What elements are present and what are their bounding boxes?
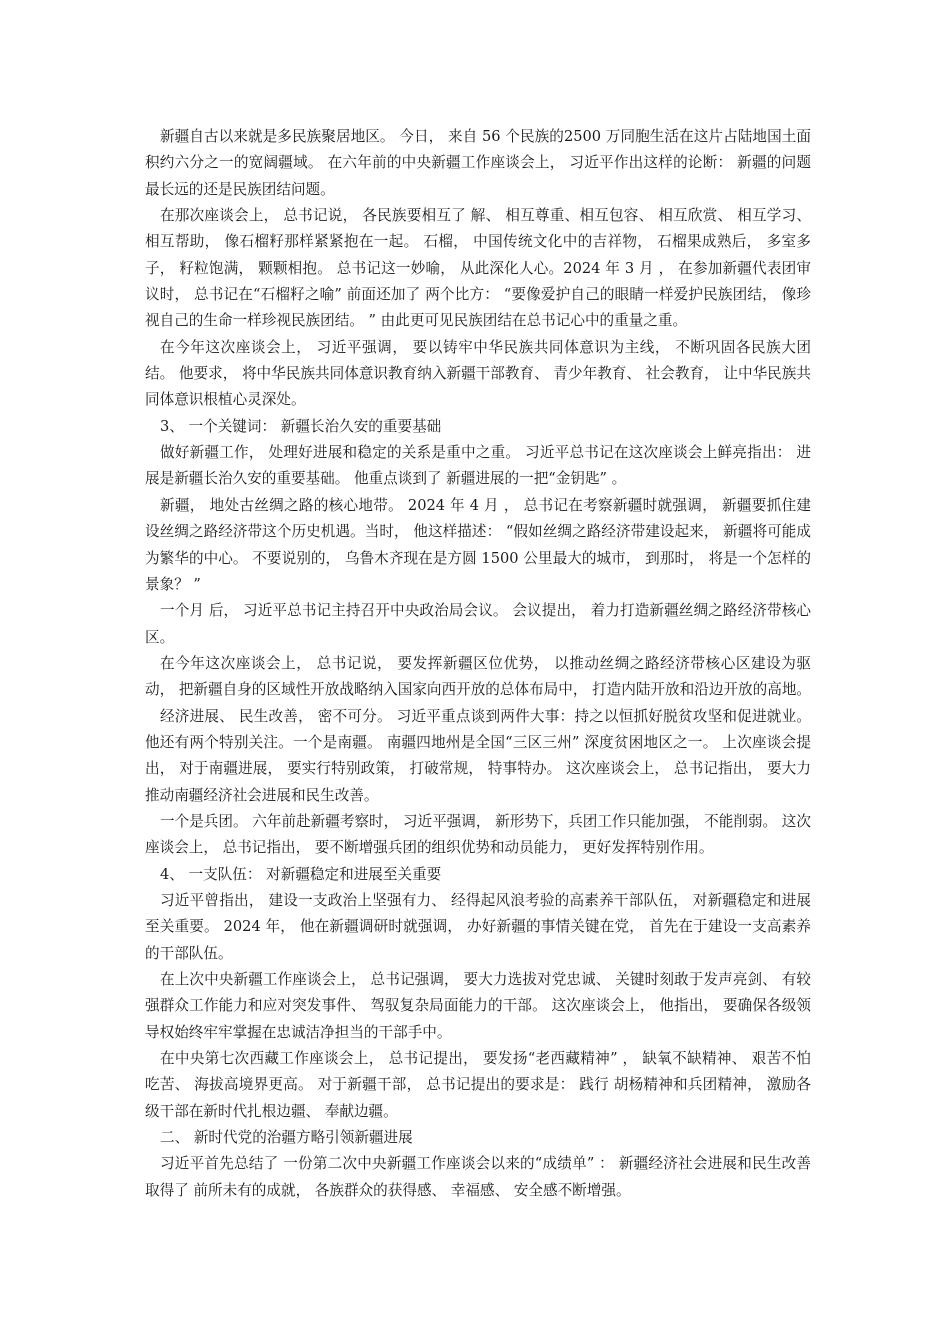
document-page	[145, 124, 811, 1204]
paragraph-10: 习近平曾指出， 建设一支政治上坚强有力、 经得起风浪考验的高素养干部队伍， 对新疆稳定和进展至关重要。 2024 年， 他在新疆调研时就强调， 办好新疆的事情关键在党， 首先在于建设一支高素养的干部队伍。	[145, 891, 811, 962]
paragraph-2: 在那次座谈会上， 总书记说， 各民族要相互了 解、 相互尊重、相互包容、 相互欣赏、 相互学习、 相互帮助， 像石榴籽那样紧紧抱在一起。 石榴， 中国传统文化中的吉祥物， 石榴果成熟后， 多室多子， 籽粒饱满， 颗颗相抱。 总书记这一妙喻， 从此深化人心。2024 年 3 月 ， 在参加新疆代表团审议时， 总书记在“石榴籽之喻” 前面还加了 两个比方： “要像爱护自己的眼睛一样爱护民族团结， 像珍视自己的生命一样珍视民族团结。 ” 由此更可见民族团结在总书记心中的重量之重。	[145, 207, 811, 330]
paragraph-4: 做好新疆工作， 处理好进展和稳定的关系是重中之重。 习近平总书记在这次座谈会上鲜亮指出： 进展是新疆长治久安的重要基础。 他重点谈到了 新疆进展的一把“金钥匙” 。	[145, 444, 811, 488]
paragraph-7: 在今年这次座谈会上， 总书记说， 要发挥新疆区位优势， 以推动丝绸之路经济带核心区建设为驱动， 把新疆自身的区域性开放战略纳入国家向西开放的总体布局中， 打造内陆开放和沿边开放的高地。	[145, 654, 812, 699]
paragraph-3: 在今年这次座谈会上， 习近平强调， 要以铸牢中华民族共同体意识为主线， 不断巩固各民族大团结。 他要求， 将中华民族共同体意识教育纳入新疆干部教育、 青少年教育、 社会教育， 让中华民族共同体意识根植心灵深处。	[145, 338, 811, 409]
section-heading-3: 3、 一个关键词： 新疆长治久安的重要基础	[160, 417, 442, 435]
paragraph-5: 新疆， 地处古丝绸之路的核心地带。 2024 年 4 月 ， 总书记在考察新疆时就强调， 新疆要抓住建设丝绸之路经济带这个历史机遇。当时， 他这样描述： “假如丝绸之路经济带建设起来， 新疆将可能成为繁华的中心。 不要说别的， 乌鲁木齐现在是方圆 1500 公里最大的城市， 到那时， 将是一个怎样的景象？ ”	[145, 496, 811, 593]
paragraph-6: 一个月 后， 习近平总书记主持召开中央政治局会议。 会议提出， 着力打造新疆丝绸之路经济带核心区。	[145, 602, 811, 646]
paragraph-13: 习近平首先总结了 一份第二次中央新疆工作座谈会以来的“成绩单” ： 新疆经济社会进展和民生改善取得了 前所未有的成就， 各族群众的获得感、 幸福感、 安全感不断增强。	[145, 1155, 811, 1199]
section-heading-4: 4、 一支队伍： 对新疆稳定和进展至关重要	[160, 865, 442, 883]
paragraph-8: 经济进展、 民生改善， 密不可分。 习近平重点谈到两件大事：持之以恒抓好脱贫攻坚和促进就业。 他还有两个特别关注。一个是南疆。 南疆四地州是全国“三区三州” 深度贫困地区之一。 上次座谈会提出， 对于南疆进展， 要实行特别政策， 打破常规， 特事特办。 这次座谈会上， 总书记指出， 要大力推动南疆经济社会进展和民生改善。	[145, 707, 811, 804]
paragraph-9: 一个是兵团。 六年前赴新疆考察时， 习近平强调， 新形势下，兵团工作只能加强， 不能削弱。 这次座谈会上， 总书记指出， 要不断增强兵团的组织优势和动员能力， 更好发挥特别作用。	[145, 812, 811, 857]
section-heading-two: 二、 新时代党的治疆方略引领新疆进展	[160, 1129, 413, 1147]
paragraph-12: 在中央第七次西藏工作座谈会上， 总书记提出， 要发扬“老西藏精神” ， 缺氧不缺精神、 艰苦不怕吃苦、 海拔高境界更高。 对于新疆干部， 总书记提出的要求是： 践行 胡杨精神和兵团精神， 激励各级干部在新时代扎根边疆、 奉献边疆。	[145, 1050, 811, 1120]
paragraph-1: 新疆自古以来就是多民族聚居地区。 今日， 来自 56 个民族的2500 万同胞生活在这片占陆地国土面积约六分之一的宽阔疆域。 在六年前的中央新疆工作座谈会上， 习近平作出这样的论断： 新疆的问题最长远的还是民族团结问题。	[145, 128, 811, 198]
paragraph-11: 在上次中央新疆工作座谈会上， 总书记强调， 要大力选拔对党忠诚、 关键时刻敢于发声亮剑、 有较强群众工作能力和应对突发事件、 驾驭复杂局面能力的干部。 这次座谈会上， 他指出， 要确保各级领导权始终牢牢掌握在忠诚洁净担当的干部手中。	[145, 971, 811, 1041]
